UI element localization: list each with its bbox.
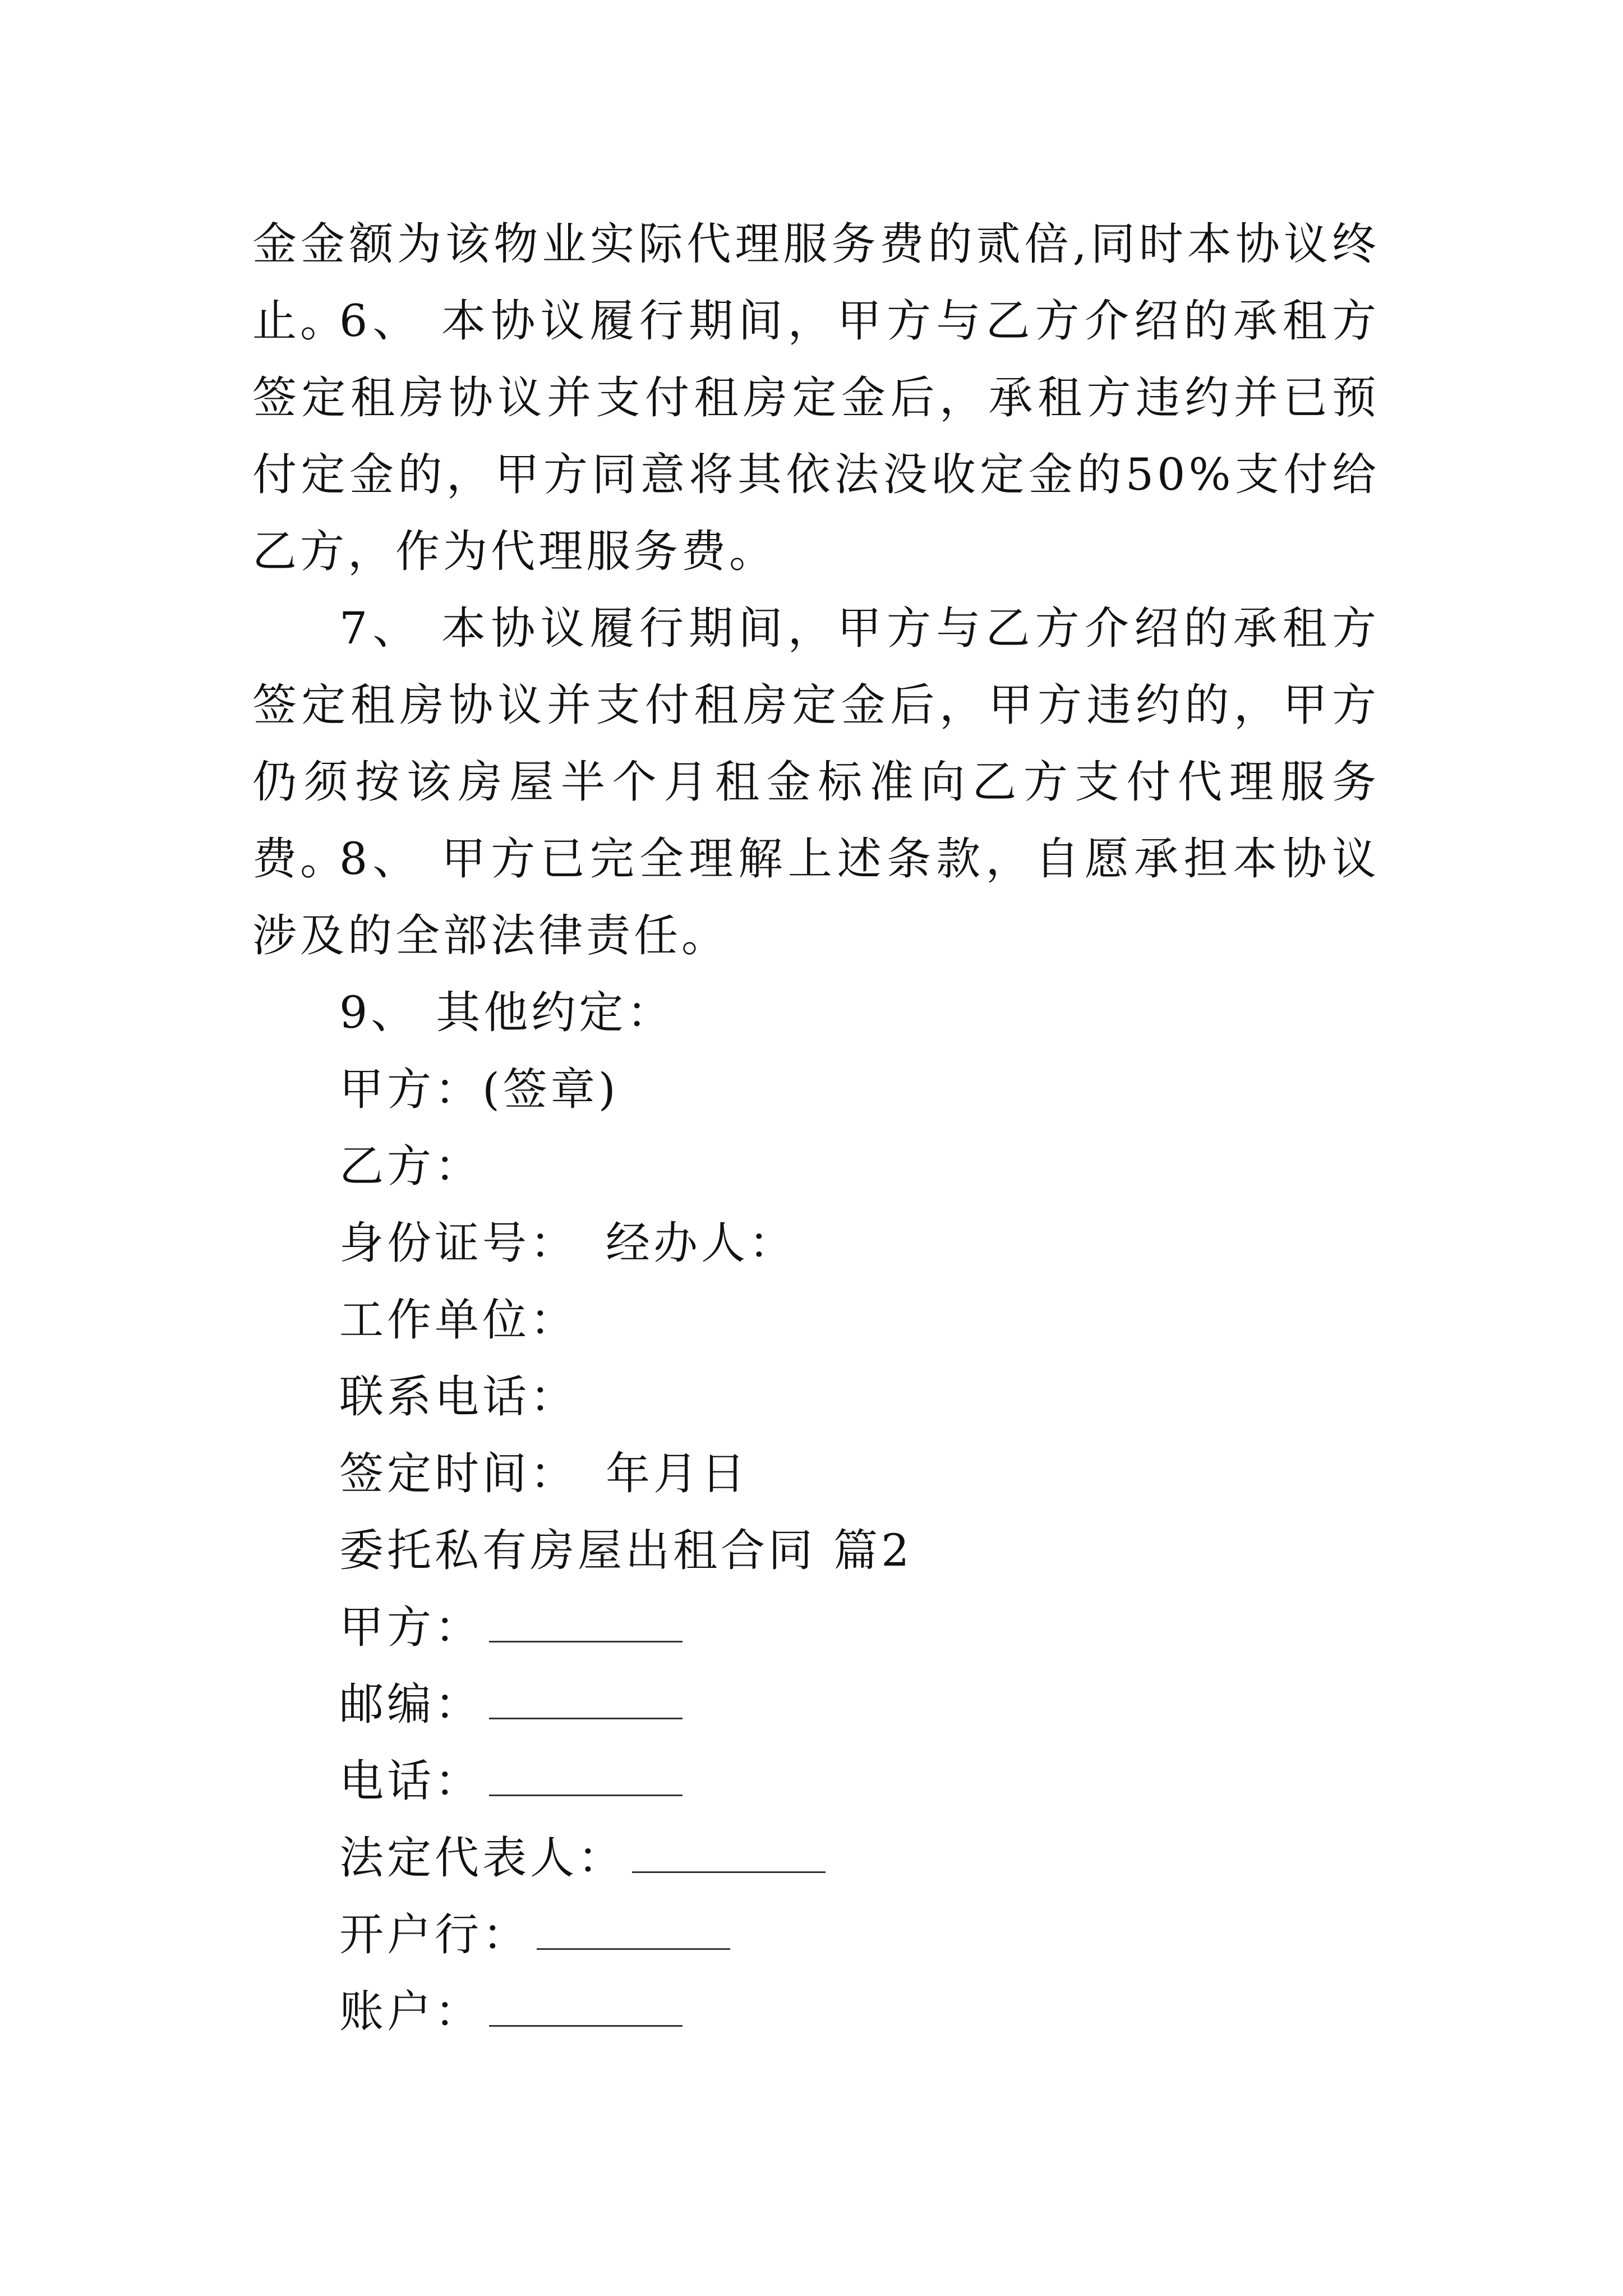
paragraph-clause-8: 8、 甲方已完全理解上述条款，自愿承担本协议涉及的全部法律责任。 xyxy=(252,833,1380,961)
agent-label: 经办人： xyxy=(606,1217,796,1269)
id-agent-line xyxy=(339,1205,796,1282)
paragraph-clause-7: 7、 本协议履行期间，甲方与乙方介绍的承租方签定租房协议并支付租房定金后，甲方违约的，甲方仍须按该房屋半个月租金标准向乙方支付代理服务费。 xyxy=(252,602,1380,885)
section-title-contract-2: 委托私有房屋出租合同 篇2 xyxy=(339,1525,913,1576)
legal-rep-blank xyxy=(632,1835,826,1873)
form-legal-rep-label: 法定代表人： xyxy=(339,1832,625,1884)
account-blank xyxy=(489,1989,683,2027)
workplace-label: 工作单位： xyxy=(339,1294,578,1346)
form-tel-label: 电话： xyxy=(339,1755,482,1807)
phone-label: 联系电话： xyxy=(339,1371,578,1423)
form-bank-line xyxy=(339,1897,730,1973)
form-account-line xyxy=(339,1973,683,2050)
form-account-label: 账户： xyxy=(339,1986,482,2037)
party-a-signature: 甲方：(签章) xyxy=(339,1064,619,1115)
form-legal-rep-line xyxy=(339,1820,826,1897)
form-party-a-label: 甲方： xyxy=(339,1602,482,1653)
sign-time-line xyxy=(339,1435,749,1512)
bank-blank xyxy=(537,1912,730,1950)
date-label: 年月日 xyxy=(606,1448,749,1499)
postcode-blank xyxy=(489,1682,683,1719)
form-postcode-line xyxy=(339,1666,683,1743)
party-b: 乙方： xyxy=(339,1140,482,1192)
party-a-blank xyxy=(489,1605,683,1642)
form-postcode-label: 邮编： xyxy=(339,1678,482,1730)
paragraph-clause-6: 6、 本协议履行期间，甲方与乙方介绍的承租方签定租房协议并支付租房定金后，承租方违约并已预付定金的，甲方同意将其依法没收定金的50%支付给乙方，作为代理服务费。 xyxy=(252,295,1380,577)
paragraph-clause-5-end: 金金额为该物业实际代理服务费的贰倍,同时本协议终止。 xyxy=(252,218,1380,347)
tel-blank xyxy=(489,1759,683,1796)
sign-time-label: 签定时间： xyxy=(339,1448,578,1499)
form-bank-label: 开户行： xyxy=(339,1909,530,1961)
clause-9-other-terms: 9、 其他约定： xyxy=(339,987,675,1038)
form-tel-line xyxy=(339,1743,683,1820)
id-number-label: 身份证号： xyxy=(339,1217,578,1269)
form-party-a-line xyxy=(339,1589,683,1666)
